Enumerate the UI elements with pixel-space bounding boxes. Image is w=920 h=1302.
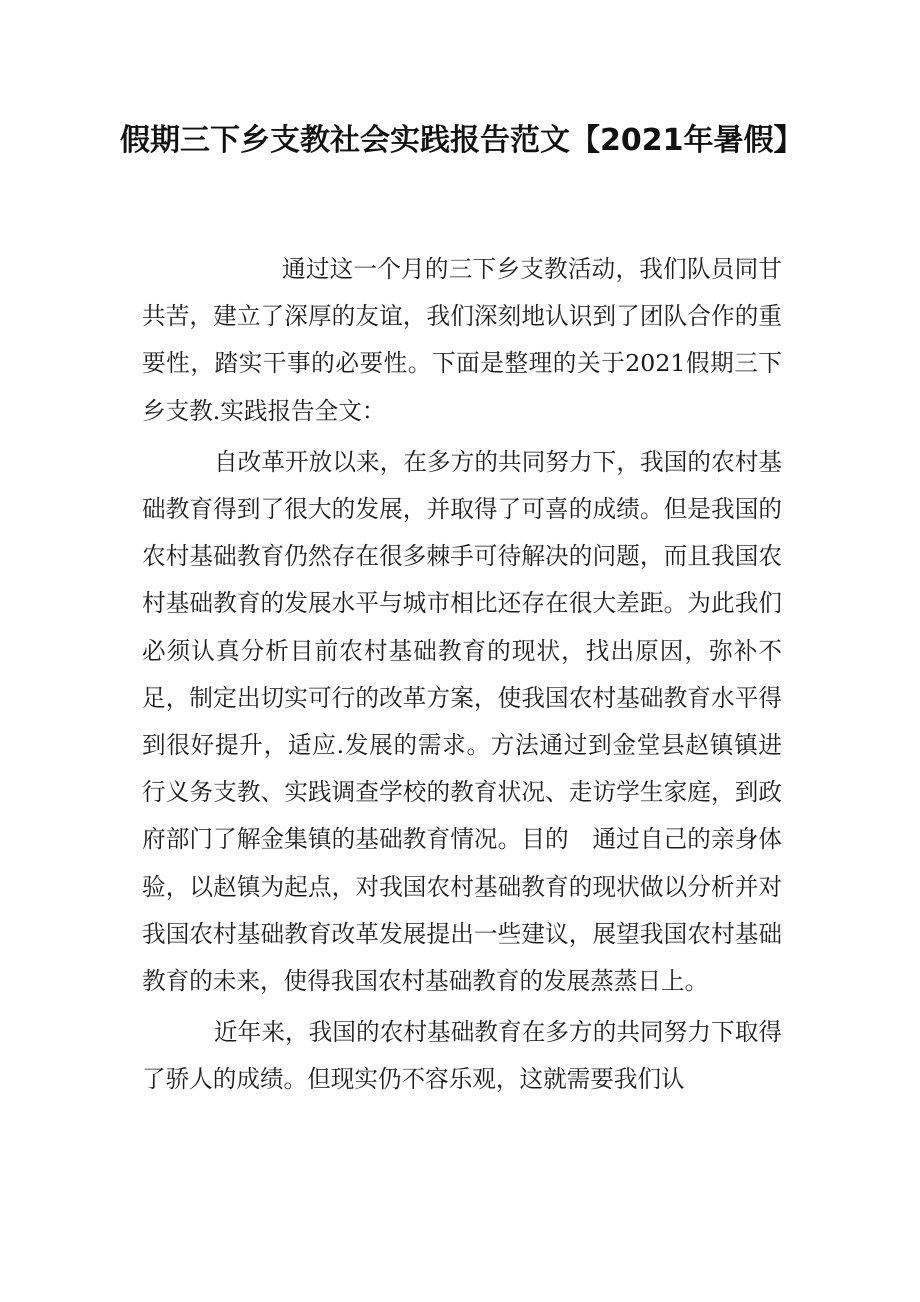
document-body xyxy=(142,246,782,1104)
paragraph-intro: 通过这一个月的三下乡支教活动，我们队员同甘共苦，建立了深厚的友谊，我们深刻地认识到了团队合作的重要性，踏实干事的必要性。下面是整理的关于2021假期三下乡支教.实践报告全文： xyxy=(142,255,782,425)
document-title: 假期三下乡支教社会实践报告范文【2021年暑假】 xyxy=(120,123,804,158)
paragraph-recent-years: 近年来，我国的农村基础教育在多方的共同努力下取得了骄人的成绩。但现实仍不容乐观，这就需要我们认 xyxy=(142,1018,782,1094)
paragraph-background: 自改革开放以来，在多方的共同努力下，我国的农村基础教育得到了很大的发展，并取得了可喜的成绩。但是我国的农村基础教育仍然存在很多棘手可待解决的问题，而且我国农村基础教育的发展水平与城市相比还存在很大差距。为此我们必须认真分析目前农村基础教育的现状，找出原因，弥补不足，制定出切实可行的改革方案，使我国农村基础教育水平得到很好提升，适应.发展的需求。方法通过到金堂县赵镇镇进行义务支教、实践调查学校的教育状况、走访学生家庭，到政府部门了解金集镇的基础教育情况。目的 通过自己的亲身体验，以赵镇为起点，对我国农村基础教育的现状做以分析并对我国农村基础教育改革发展提出一些建议，展望我国农村基础教育的未来，使得我国农村基础教育的发展蒸蒸日上。 xyxy=(142,447,782,996)
